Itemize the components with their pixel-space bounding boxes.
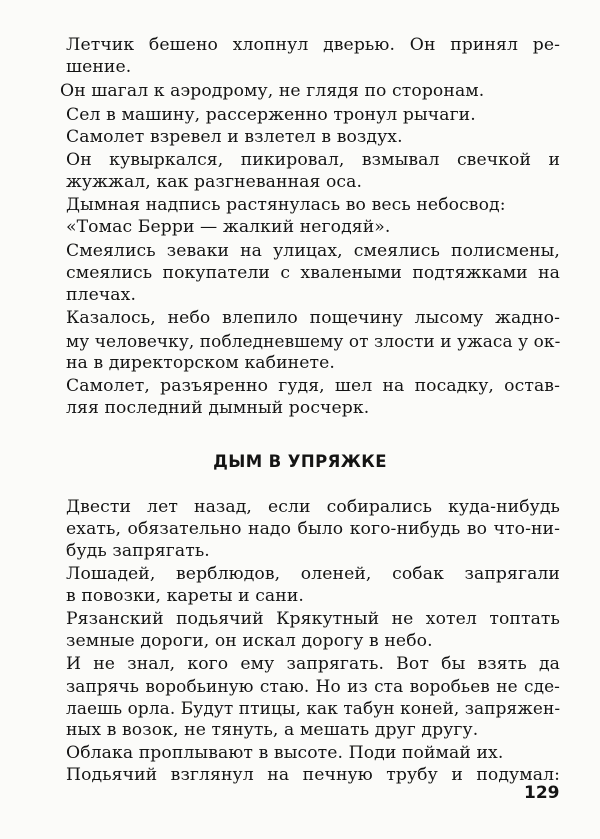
text-line: Облака проплывают в высоте. Поди поймай их. [66, 743, 504, 763]
text-line: Он шагал к аэродрому, не глядя по сторонам. [60, 81, 485, 101]
text-line: жужжал, как разгневанная оса. [66, 172, 363, 192]
text-line: ляя последний дымный росчерк. [66, 398, 370, 418]
text-line: му человечку, побледневшему от злости и ужаса у ок- [66, 331, 561, 351]
text-line: будь запрягать. [66, 541, 210, 561]
page-number: 129 [524, 783, 560, 803]
text-line: Лошадей, верблюдов, оленей, собак запрягали [66, 564, 560, 584]
text-line: Смеялись зеваки на улицах, смеялись полисмены, [66, 241, 560, 261]
text-line: И не знал, кого ему запрягать. Вот бы взять да [66, 654, 560, 674]
text-line: Он кувыркался, пикировал, взмывал свечкой и [66, 150, 560, 170]
text-line: земные дороги, он искал дорогу в небо. [66, 631, 433, 651]
text-line: Летчик бешено хлопнул дверью. Он принял ре- [66, 35, 560, 55]
text-line: Рязанский подьячий Крякутный не хотел топтать [66, 609, 560, 629]
text-line: ных в возок, не тянуть, а мешать друг другу. [66, 720, 479, 740]
text-line: «Томас Берри — жалкий негодяй». [66, 217, 391, 237]
text-line: Двести лет назад, если собирались куда-нибудь [66, 497, 560, 517]
text-line: в повозки, кареты и сани. [66, 586, 304, 606]
text-line: Дымная надпись растянулась во весь небосвод: [66, 195, 506, 215]
text-line: лаешь орла. Будут птицы, как табун коней, запряжен- [66, 698, 561, 718]
text-line: Самолет взревел и взлетел в воздух. [66, 127, 403, 147]
chapter-title: ДЫМ В УПРЯЖКЕ [213, 452, 387, 471]
text-line: Подьячий взглянул на печную трубу и подумал: [66, 765, 560, 785]
text-line: Самолет, разъяренно гудя, шел на посадку, остав- [66, 376, 560, 396]
text-line: запрячь воробьиную стаю. Но из ста воробьев не сде- [66, 676, 560, 696]
text-line: Сел в машину, рассерженно тронул рычаги. [66, 105, 476, 125]
text-line: шение. [66, 57, 132, 77]
text-line: на в директорском кабинете. [66, 353, 335, 373]
text-line: ехать, обязательно надо было кого-нибудь во что-ни- [66, 519, 560, 539]
text-line: Казалось, небо влепило пощечину лысому жадно- [66, 308, 560, 328]
text-line: плечах. [66, 285, 137, 305]
text-line: смеялись покупатели с хвалеными подтяжками на [66, 263, 560, 283]
